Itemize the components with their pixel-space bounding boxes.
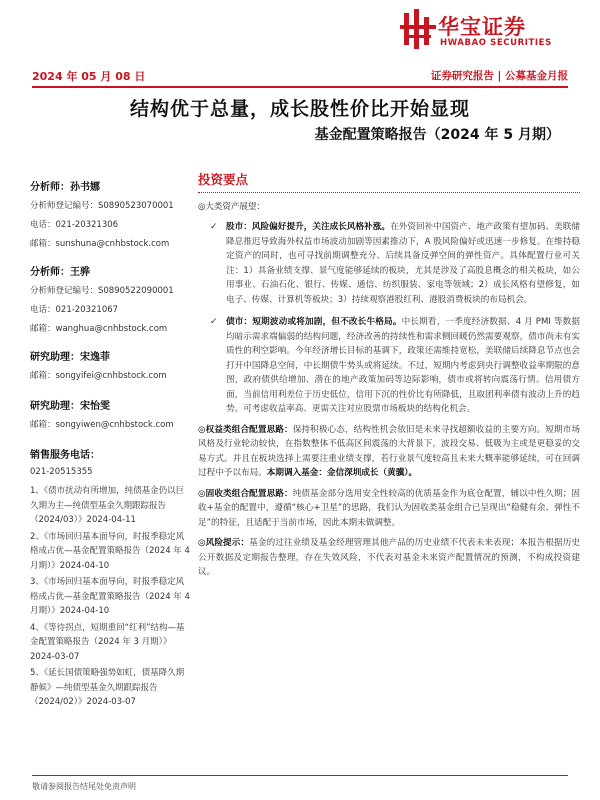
risk-lead: ◎风险提示： (198, 538, 250, 548)
sales-block (30, 446, 192, 477)
related-report-item[interactable]: 2、《市场回归基本面导向，时报季稳定风格成占优—基金配置策略报告（2024 年 4 月期）》2024-04-10 (30, 531, 190, 571)
related-report-item[interactable]: 5、《延长国债策略强势如虹，债基降久期静候》—纯债型基金久期跟踪报告（2024/02）》2024-03-07 (30, 668, 185, 707)
fixed-text: 纯债基金部分选用安全性较高的优质基金作为底仓配置，辅以中性久期；固收+基金的配置中，遵循“核心+卫星”的思路，我们认为固收类基金组合已呈现出“稳健有余、弹性不足”的特征，且适配于当前市场，因此本期未做调整。 (198, 488, 581, 528)
analyst-phone: 电话：021-20321067 (30, 305, 119, 315)
fixed-lead: ◎固收类组合配置思路： (198, 488, 293, 499)
section-title: 投资要点 (198, 170, 580, 193)
header-divider (32, 86, 568, 88)
sales-phone: 021-20515355 (30, 467, 93, 477)
checkmark-icon: ✓ (210, 317, 218, 327)
assistant-email[interactable]: 邮箱：songyifei@cnhbstock.com (30, 371, 167, 381)
analyst-cert: 分析师登记编号：S0890523070001 (30, 201, 174, 211)
page-subtitle: 基金配置策略报告（2024 年 5 月期） (314, 127, 560, 143)
stock-lead: 股市：风险偏好提升，关注成长风格补涨。 (226, 222, 391, 232)
author-sidebar (30, 178, 192, 712)
report-meta-row (32, 68, 568, 83)
asset-outlook-heading: ◎大类资产展望： (198, 202, 265, 212)
equity-allocation (198, 423, 580, 481)
equity-lead: ◎权益类组合配置思路： (198, 424, 293, 435)
analyst-email[interactable]: 邮箱：sunshuna@cnhbstock.com (30, 239, 170, 249)
bond-text: 中长期看，一季度经济数据、4 月 PMI 等数据均暗示需求端偏弱的结构问题，经济改善的持续性和需求侧回暖仍然需要观察，债市尚未有实质性的利空影响。今年经济增长目标的基调下，政策还需维持宽松，美联储后续降息节点也会打开中国降息空间，中长期债牛势头或将延续。不过，短期内考虑到央行调整收益率期限的意图，政府债供给增加、潜在的地产政策加码等边际影响，债市或将转向震荡行情。信用债方面，当前信用利差位于历史低位，信用下沉的性价比有所降低，且取团利率债有波动上升的趋势。可考虑收益率高、更需关注对应股票市场板块的结构化机会。 (226, 317, 580, 414)
assistant-name: 研究助理：宋怡雯 (30, 401, 110, 412)
hwabao-logo-icon (400, 9, 436, 49)
related-reports (30, 484, 192, 710)
analyst-email[interactable]: 邮箱：wanghua@cnhbstock.com (30, 324, 168, 334)
logo-chinese-name: 华宝证券 (438, 15, 526, 39)
analyst-cert: 分析师登记编号：S0890522090001 (30, 286, 174, 296)
related-report-item[interactable]: 1、《债市扰动有所增加，纯债基金仍以巨久期为主—纯债型基金久期跟踪报告（2024/03）》2024-04-11 (30, 486, 185, 525)
report-category: 证券研究报告 | 公募基金月报 (430, 70, 568, 82)
logo-english-name: HWABAO SECURITIES (440, 38, 552, 48)
disclaimer-note: 敬请参阅报告结尾处免责声明 (32, 782, 136, 791)
equity-text: 保持积极心态，结构性机会依旧是未来寻找超额收益的主要方向。短期市场风格及行业轮动较快，在指数整体不低高区间震荡的大背景下，波段交易、低吸为主或是更稳妥的交易方式。并且在板块选择上需要注重业绩支撑，若行业景气度较高且未来大概率能够延续，可在回调过程中予以布局。 (198, 424, 581, 478)
risk-text: 基金的过往业绩及基金经理管理其他产品的历史业绩不代表未来表现；本报告根据历史公开数据及定期报告整理，存在失效风险，不代表对基金未来资产配置情况的预测，不构成投资建议。 (198, 538, 580, 577)
bond-lead: 债市：短期波动或将加剧，但不改长牛格局。 (226, 317, 402, 327)
assistant-email[interactable]: 邮箱：songyiwen@cnhbstock.com (30, 420, 174, 430)
analyst-name: 分析师：孙书娜 (30, 182, 100, 193)
fixed-income-allocation (198, 487, 580, 531)
analyst-phone: 电话：021-20321306 (30, 220, 119, 230)
stock-text: 在外资回补中国资产、地产政策有望加码、美联储降息推迟导致海外权益市场波动加剧等因素推动下，A 股风险偏好或迅速一步修复。在维持稳定资产的同时，也可寻找前期调整充分、后续具备反弹空间的弹性资产。具体配置行业可关注：1）具备业绩支撑、景气度能够延续的板块，尤其是涉及了高股息概念的相关板块，如公用事业、石油石化、银行、传媒、通信、纺织服装、家电等领域；2）成长风格有望修复，如电子、传媒、计算机等板块；3）持续观察港股红利、港股消费板块的布局机会。 (226, 222, 580, 305)
investment-highlights (198, 170, 580, 580)
equity-recommend: 本期调入基金：金信深圳成长（黄骥）。 (266, 468, 418, 478)
page-title: 结构优于总量，成长股性价比开始显现 (129, 98, 470, 120)
footer-divider (32, 775, 568, 776)
bond-outlook (198, 315, 580, 417)
company-logo (400, 9, 582, 53)
assistant-name: 研究助理：宋逸菲 (30, 352, 110, 363)
analyst-card (30, 178, 192, 249)
analyst-name: 分析师：王骅 (30, 267, 90, 278)
checkmark-icon: ✓ (210, 222, 218, 232)
analyst-card (30, 263, 192, 334)
related-report-item[interactable]: 4、《等待拐点，短期重回“红利”结构—基金配置策略报告（2024 年 3 月期）》2024-03-07 (30, 622, 185, 662)
report-date: 2024 年 05 月 08 日 (32, 70, 146, 83)
stock-outlook (198, 220, 580, 307)
assistant-card (30, 348, 192, 381)
sales-label: 销售服务电话： (30, 450, 100, 461)
risk-warning (198, 536, 580, 580)
related-report-item[interactable]: 3、《市场回归基本面导向，时报季稳定风格成占优—基金配置策略报告（2024 年 4 月期）》2024-04-10 (30, 577, 190, 616)
assistant-card (30, 397, 192, 430)
